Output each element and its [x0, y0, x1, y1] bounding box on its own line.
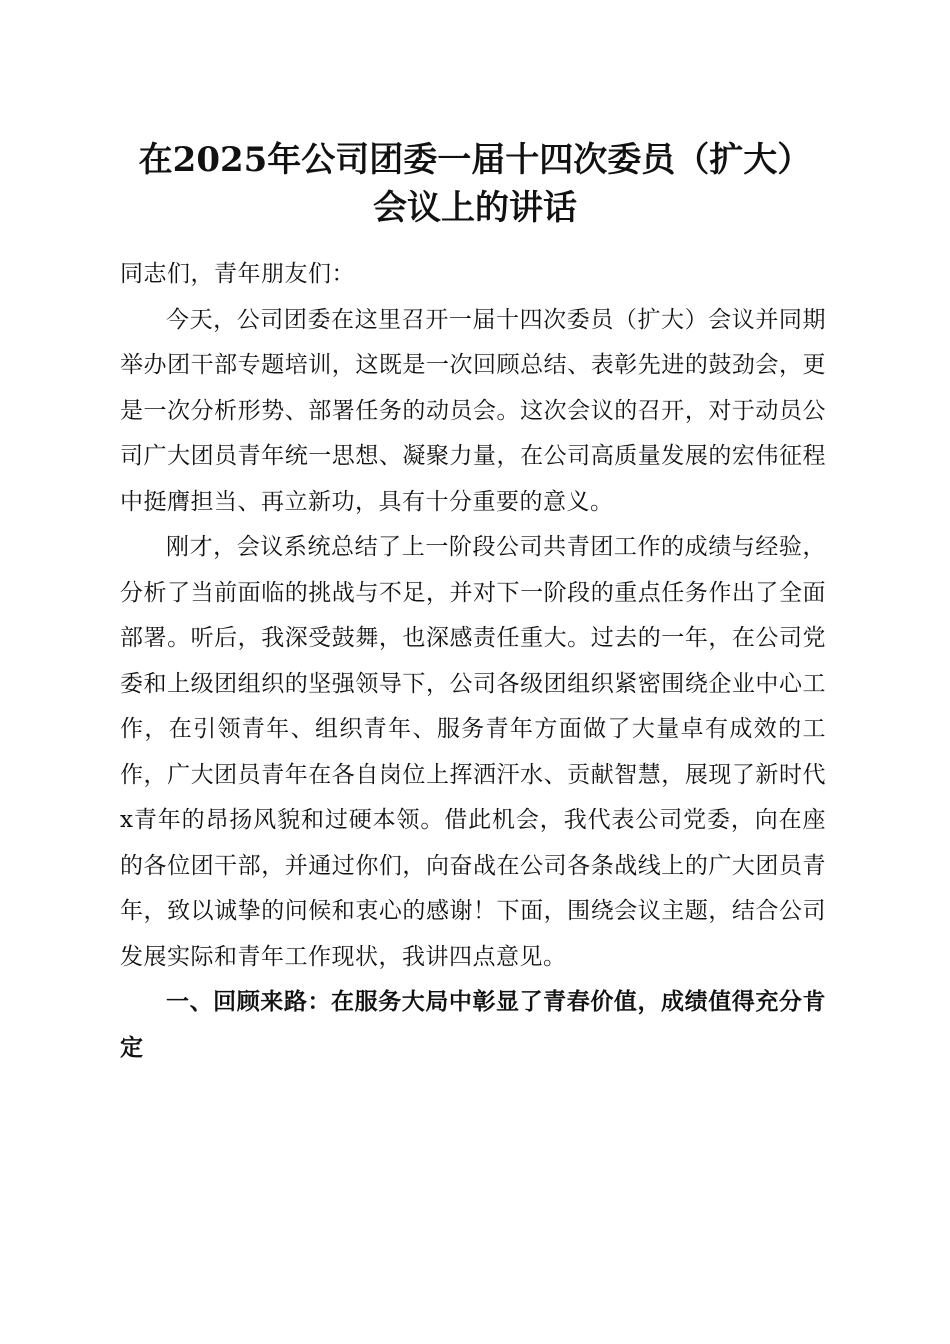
paragraph-opening: 今天，公司团委在这里召开一届十四次委员（扩大）会议并同期举办团干部专题培训，这既是一次回顾总结、表彰先进的鼓劲会，更是一次分析形势、部署任务的动员会。这次会议的召开，对于动员公司广大团员青年统一思想、凝聚力量，在公司高质量发展的宏伟征程中挺膺担当、再立新功，具有十分重要的意义。 [120, 306, 826, 515]
document-title [110, 136, 840, 232]
title-line-2: 会议上的讲话 [373, 188, 577, 228]
paragraph-review: 刚才，会议系统总结了上一阶段公司共青团工作的成绩与经验，分析了当前面临的挑战与不足，并对下一阶段的重点任务作出了全面部署。听后，我深受鼓舞，也深感责任重大。过去的一年，在公司党委和上级团组织的坚强领导下，公司各级团组织紧密围绕企业中心工作，在引领青年、组织青年、服务青年方面做了大量卓有成效的工作，广大团员青年在各自岗位上挥洒汗水、贡献智慧，展现了新时代x青年的昂扬风貌和过硬本领。借此机会，我代表公司党委，向在座的各位团干部，并通过你们，向奋战在公司各条战线上的广大团员青年，致以诚挚的问候和衷心的感谢！下面，围绕会议主题，结合公司发展实际和青年工作现状，我讲四点意见。 [120, 534, 826, 970]
title-line-1: 在2025年公司团委一届十四次委员（扩大） [138, 140, 812, 180]
document-body [120, 252, 826, 1071]
section-heading: 一、回顾来路：在服务大局中彰显了青春价值，成绩值得充分肯定 [120, 989, 826, 1061]
salutation: 同志们，青年朋友们： [120, 261, 355, 287]
